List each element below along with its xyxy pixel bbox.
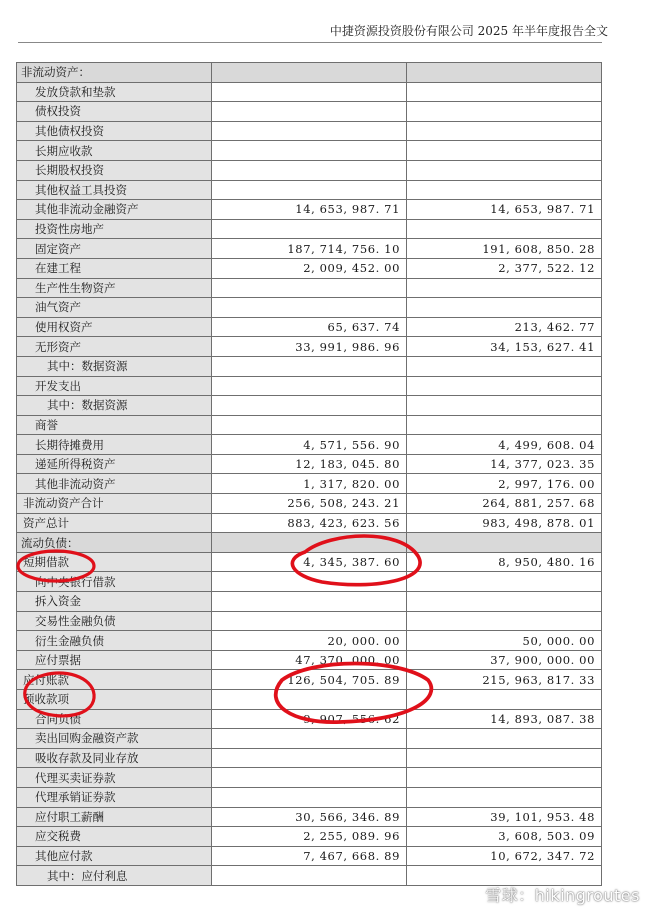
table-row — [17, 827, 602, 847]
period-end-value: 9, 907, 556. 62 — [212, 709, 407, 729]
period-end-value — [212, 690, 407, 710]
row-label: 无形资产 — [17, 337, 212, 357]
table-row — [17, 141, 602, 161]
row-label: 固定资产 — [17, 239, 212, 259]
balance-sheet-table — [16, 62, 602, 886]
period-start-value — [407, 787, 602, 807]
table-row — [17, 592, 602, 612]
row-label: 投资性房地产 — [17, 219, 212, 239]
row-label: 长期应收款 — [17, 141, 212, 161]
row-label: 其他应付款 — [17, 846, 212, 866]
balance-sheet-body — [17, 63, 602, 886]
period-end-value — [212, 396, 407, 416]
row-label: 债权投资 — [17, 102, 212, 122]
period-start-value — [407, 376, 602, 396]
table-row — [17, 278, 602, 298]
row-label: 生产性生物资产 — [17, 278, 212, 298]
table-row — [17, 611, 602, 631]
period-end-value: 20, 000. 00 — [212, 631, 407, 651]
row-label: 开发支出 — [17, 376, 212, 396]
period-start-value: 37, 900, 000. 00 — [407, 650, 602, 670]
row-label: 拆入资金 — [17, 592, 212, 612]
period-start-value: 191, 608, 850. 28 — [407, 239, 602, 259]
period-start-value: 2, 997, 176. 00 — [407, 474, 602, 494]
table-row — [17, 690, 602, 710]
period-start-value — [407, 102, 602, 122]
period-start-value: 983, 498, 878. 01 — [407, 513, 602, 533]
period-start-value — [407, 160, 602, 180]
table-row — [17, 709, 602, 729]
period-start-value — [407, 141, 602, 161]
period-start-value — [407, 533, 602, 553]
table-row — [17, 650, 602, 670]
period-end-value — [212, 611, 407, 631]
period-start-value — [407, 82, 602, 102]
period-end-value — [212, 278, 407, 298]
period-end-value: 7, 467, 668. 89 — [212, 846, 407, 866]
row-label: 长期待摊费用 — [17, 435, 212, 455]
table-row — [17, 121, 602, 141]
table-row — [17, 572, 602, 592]
table-row — [17, 748, 602, 768]
period-start-value — [407, 219, 602, 239]
period-end-value — [212, 102, 407, 122]
period-start-value: 215, 963, 817. 33 — [407, 670, 602, 690]
row-label: 其中：应付利息 — [17, 866, 212, 886]
row-label: 流动负债： — [17, 533, 212, 553]
row-label: 在建工程 — [17, 258, 212, 278]
row-label: 代理买卖证券款 — [17, 768, 212, 788]
section-header-row — [17, 533, 602, 553]
period-end-value: 2, 009, 452. 00 — [212, 258, 407, 278]
table-row — [17, 768, 602, 788]
period-start-value — [407, 690, 602, 710]
period-start-value — [407, 356, 602, 376]
period-start-value — [407, 415, 602, 435]
row-label: 其他非流动资产 — [17, 474, 212, 494]
table-row — [17, 239, 602, 259]
row-label: 油气资产 — [17, 298, 212, 318]
table-row — [17, 807, 602, 827]
header-divider — [18, 42, 602, 43]
period-end-value: 30, 566, 346. 89 — [212, 807, 407, 827]
table-row — [17, 337, 602, 357]
row-label: 非流动资产合计 — [17, 494, 212, 514]
table-row — [17, 180, 602, 200]
period-end-value: 4, 345, 387. 60 — [212, 552, 407, 572]
period-start-value: 4, 499, 608. 04 — [407, 435, 602, 455]
row-label: 向中央银行借款 — [17, 572, 212, 592]
period-end-value — [212, 63, 407, 83]
period-end-value: 256, 508, 243. 21 — [212, 494, 407, 514]
table-row — [17, 435, 602, 455]
table-row — [17, 631, 602, 651]
row-label: 衍生金融负债 — [17, 631, 212, 651]
table-row — [17, 356, 602, 376]
period-end-value — [212, 592, 407, 612]
period-end-value: 14, 653, 987. 71 — [212, 200, 407, 220]
period-start-value — [407, 63, 602, 83]
row-label: 其中：数据资源 — [17, 396, 212, 416]
period-end-value — [212, 160, 407, 180]
period-end-value — [212, 180, 407, 200]
period-start-value — [407, 572, 602, 592]
period-end-value — [212, 415, 407, 435]
period-end-value — [212, 141, 407, 161]
row-label: 商誉 — [17, 415, 212, 435]
row-label: 资产总计 — [17, 513, 212, 533]
period-end-value: 126, 504, 705. 89 — [212, 670, 407, 690]
row-label: 其他权益工具投资 — [17, 180, 212, 200]
period-start-value: 50, 000. 00 — [407, 631, 602, 651]
period-start-value: 3, 608, 503. 09 — [407, 827, 602, 847]
period-start-value — [407, 611, 602, 631]
table-row — [17, 298, 602, 318]
row-label: 短期借款 — [17, 552, 212, 572]
period-start-value — [407, 298, 602, 318]
row-label: 发放贷款和垫款 — [17, 82, 212, 102]
period-end-value — [212, 533, 407, 553]
period-start-value: 14, 893, 087. 38 — [407, 709, 602, 729]
period-start-value: 34, 153, 627. 41 — [407, 337, 602, 357]
table-row — [17, 787, 602, 807]
report-header-title: 中捷资源投资股份有限公司 2025 年半年度报告全文 — [329, 24, 608, 38]
period-end-value — [212, 729, 407, 749]
row-label: 吸收存款及同业存放 — [17, 748, 212, 768]
table-row — [17, 102, 602, 122]
row-label: 预收款项 — [17, 690, 212, 710]
period-end-value: 2, 255, 089. 96 — [212, 827, 407, 847]
row-label: 递延所得税资产 — [17, 454, 212, 474]
row-label: 应付票据 — [17, 650, 212, 670]
period-start-value: 14, 377, 023. 35 — [407, 454, 602, 474]
row-label: 合同负债 — [17, 709, 212, 729]
period-end-value — [212, 219, 407, 239]
period-start-value: 8, 950, 480. 16 — [407, 552, 602, 572]
period-end-value: 187, 714, 756. 10 — [212, 239, 407, 259]
row-label: 应付账款 — [17, 670, 212, 690]
xueqiu-watermark: 雪球：hikingroutes — [485, 886, 640, 905]
row-label: 长期股权投资 — [17, 160, 212, 180]
table-row — [17, 160, 602, 180]
row-label: 应付职工薪酬 — [17, 807, 212, 827]
row-label: 其他非流动金融资产 — [17, 200, 212, 220]
table-row — [17, 494, 602, 514]
period-start-value — [407, 768, 602, 788]
row-label: 其他债权投资 — [17, 121, 212, 141]
row-label: 非流动资产： — [17, 63, 212, 83]
period-end-value — [212, 356, 407, 376]
period-end-value: 1, 317, 820. 00 — [212, 474, 407, 494]
table-row — [17, 200, 602, 220]
period-end-value — [212, 298, 407, 318]
table-row — [17, 376, 602, 396]
period-start-value — [407, 121, 602, 141]
table-row — [17, 454, 602, 474]
period-end-value: 47, 370, 000. 00 — [212, 650, 407, 670]
period-start-value — [407, 748, 602, 768]
period-end-value: 883, 423, 623. 56 — [212, 513, 407, 533]
period-start-value — [407, 592, 602, 612]
table-row — [17, 396, 602, 416]
period-end-value — [212, 82, 407, 102]
row-label: 卖出回购金融资产款 — [17, 729, 212, 749]
period-start-value — [407, 180, 602, 200]
period-end-value: 65, 637. 74 — [212, 317, 407, 337]
period-start-value: 264, 881, 257. 68 — [407, 494, 602, 514]
period-start-value — [407, 729, 602, 749]
table-row — [17, 670, 602, 690]
row-label: 代理承销证券款 — [17, 787, 212, 807]
period-end-value — [212, 748, 407, 768]
period-end-value — [212, 572, 407, 592]
period-start-value: 14, 653, 987. 71 — [407, 200, 602, 220]
table-row — [17, 415, 602, 435]
table-row — [17, 258, 602, 278]
table-row — [17, 317, 602, 337]
period-end-value — [212, 787, 407, 807]
row-label: 应交税费 — [17, 827, 212, 847]
row-label: 交易性金融负债 — [17, 611, 212, 631]
period-end-value — [212, 866, 407, 886]
table-row — [17, 513, 602, 533]
period-start-value — [407, 278, 602, 298]
table-row — [17, 846, 602, 866]
period-end-value: 4, 571, 556. 90 — [212, 435, 407, 455]
table-row — [17, 474, 602, 494]
row-label: 其中：数据资源 — [17, 356, 212, 376]
period-end-value — [212, 121, 407, 141]
period-end-value: 33, 991, 986. 96 — [212, 337, 407, 357]
period-end-value: 12, 183, 045. 80 — [212, 454, 407, 474]
period-start-value — [407, 396, 602, 416]
table-row — [17, 552, 602, 572]
row-label: 使用权资产 — [17, 317, 212, 337]
table-row — [17, 82, 602, 102]
period-start-value: 2, 377, 522. 12 — [407, 258, 602, 278]
section-header-row — [17, 63, 602, 83]
period-start-value: 213, 462. 77 — [407, 317, 602, 337]
period-start-value: 10, 672, 347. 72 — [407, 846, 602, 866]
period-end-value — [212, 376, 407, 396]
table-row — [17, 219, 602, 239]
period-end-value — [212, 768, 407, 788]
table-row — [17, 729, 602, 749]
period-start-value: 39, 101, 953. 48 — [407, 807, 602, 827]
